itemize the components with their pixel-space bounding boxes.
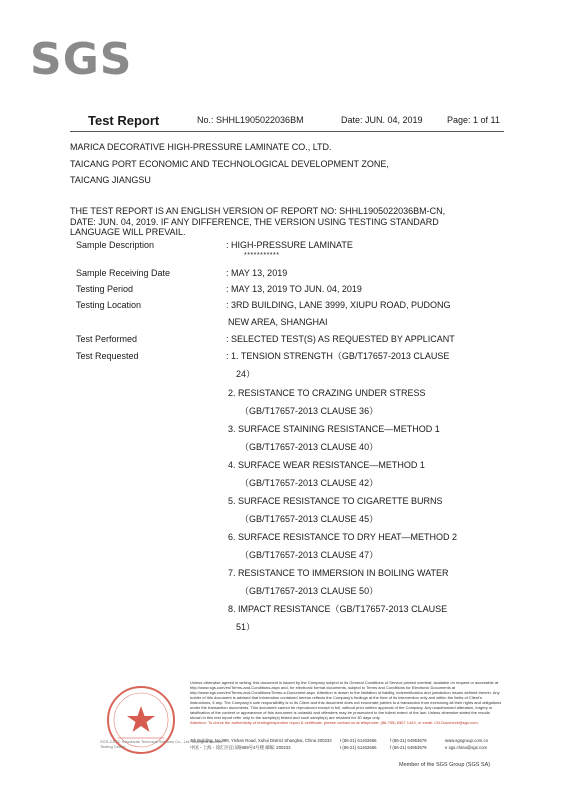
sgs-logo: SGS xyxy=(30,34,133,85)
field-label: Sample Receiving Date xyxy=(76,268,171,278)
field-value: : SELECTED TEST(S) AS REQUESTED BY APPLICANT xyxy=(226,334,455,344)
applicant-address-line2: TAICANG JIANGSU xyxy=(70,175,151,185)
seal-icon xyxy=(96,678,186,768)
test-item-clause: 51） xyxy=(236,622,256,632)
test-item-title: 3. SURFACE STAINING RESISTANCE—METHOD 1 xyxy=(228,424,440,434)
field-value: : HIGH-PRESSURE LAMINATE xyxy=(226,240,353,250)
field-value: : MAY 13, 2019 xyxy=(226,268,288,278)
field-label: Test Performed xyxy=(76,334,138,344)
address-cn: 中国・上海・徐汇区宜山路889号4号楼 邮编: 200233 xyxy=(190,745,291,750)
web-en: www.sgsgroup.com.cn xyxy=(445,738,488,743)
test-item-clause: （GB/T17657-2013 CLAUSE 47） xyxy=(240,550,379,560)
test-item-title: 7. RESISTANCE TO IMMERSION IN BOILING WATER xyxy=(228,568,449,578)
separator-stars: *********** xyxy=(244,252,280,259)
test-item-clause: （GB/T17657-2013 CLAUSE 36） xyxy=(240,406,379,416)
test-item-title: 5. SURFACE RESISTANCE TO CIGARETTE BURNS xyxy=(228,496,443,506)
report-date: Date: JUN. 04, 2019 xyxy=(341,115,423,125)
test-requested-clause: 24） xyxy=(236,369,256,379)
test-item-title: 4. SURFACE WEAR RESISTANCE—METHOD 1 xyxy=(228,460,425,470)
applicant-name: MARICA DECORATIVE HIGH-PRESSURE LAMINATE CO., LTD. xyxy=(70,142,332,152)
test-item-clause: （GB/T17657-2013 CLAUSE 40） xyxy=(240,442,379,452)
field-value: : 1. TENSION STRENGTH（GB/T17657-2013 CLAUSE xyxy=(226,351,450,361)
test-item-clause: （GB/T17657-2013 CLAUSE 42） xyxy=(240,478,379,488)
field-label: Testing Location xyxy=(76,300,142,310)
fax-cn: f (86-21) 64953679 xyxy=(390,745,427,750)
seal-caption-line2: Testing Center xyxy=(100,744,126,749)
report-number: No.: SHHL1905022036BM xyxy=(197,115,304,125)
terms-text: Unless otherwise agreed in writing, this document is issued by the Company subject to its General Conditions of Service printed overleaf, available on request or accessible at http://www.sgs.com/en/Terms-and-Conditions.aspx and, for electronic format documents, subject to Terms and Conditions for Electronic Documents at http://www.sgs.com/en/Terms-and-Conditions/Terms-e-Document.aspx. Attention is drawn to the limitation of liability, indemnification and jurisdiction issues defined therein. Any holder of this document is advised that information contained hereon reflects the Company's findings at the time of its intervention only and within the limits of Client's instructions, if any. The Company's sole responsibility is to its Client and this document does not exonerate parties to a transaction from exercising all their rights and obligations under the transaction documents. This document cannot be reproduced except in full, without prior written approval of the Company. Any unauthorized alteration, forgery or falsification of the content or appearance of this document is unlawful and offenders may be prosecuted to the fullest extent of the law. Unless otherwise stated the results shown in this test report refer only to the sample(s) tested and such sample(s) are retained for 30 days only. xyxy=(190,680,502,720)
footer-address-block xyxy=(190,738,502,758)
tel-en: t (86-21) 61402666 xyxy=(340,738,377,743)
field-value: : 3RD BUILDING, LANE 3999, XIUPU ROAD, PUDONG xyxy=(226,300,451,310)
address-en: 4th Building, No.889, Yishan Road, Xuhui District Shanghai, China 200233 xyxy=(190,738,332,743)
test-item-clause: （GB/T17657-2013 CLAUSE 50） xyxy=(240,586,379,596)
footer-terms xyxy=(190,680,502,725)
version-notice xyxy=(70,206,500,238)
field-value: : MAY 13, 2019 TO JUN. 04, 2019 xyxy=(226,284,362,294)
field-label: Test Requested xyxy=(76,351,139,361)
field-label: Sample Description xyxy=(76,240,155,250)
test-item-title: 2. RESISTANCE TO CRAZING UNDER STRESS xyxy=(228,388,426,398)
notice-line3: LANGUAGE WILL PREVAIL. xyxy=(70,227,186,237)
header-divider xyxy=(70,131,504,132)
official-seal-stamp xyxy=(96,678,186,768)
page-indicator: Page: 1 of 11 xyxy=(447,115,500,125)
notice-line1: THE TEST REPORT IS AN ENGLISH VERSION OF REPORT NO: SHHL1905022036BM-CN, xyxy=(70,206,446,216)
testing-location-cont: NEW AREA, SHANGHAI xyxy=(228,317,328,327)
applicant-address-line1: TAICANG PORT ECONOMIC AND TECHNOLOGICAL DEVELOPMENT ZONE, xyxy=(70,159,389,169)
notice-line2: DATE: JUN. 04, 2019. IF ANY DIFFERENCE, THE VERSION USING TESTING STANDARD xyxy=(70,216,439,227)
seal-caption-line1: SGS-CSTC Standards Technical Services Co., Ltd. Shanghai Branch xyxy=(100,739,223,744)
field-label: Testing Period xyxy=(76,284,134,294)
test-item-title: 8. IMPACT RESISTANCE（GB/T17657-2013 CLAUSE xyxy=(228,604,448,614)
authenticity-notice: Attention: To check the authenticity of testing/inspection report & certificate, please contact us at telephone: (86-755) 8307 1443, or email: CN.Doccheck@sgs.com xyxy=(190,720,478,725)
fax-en: f (86-21) 64953679 xyxy=(390,738,427,743)
member-notice: Member of the SGS Group (SGS SA) xyxy=(399,762,491,768)
email-cn: e sgs.china@sgs.com xyxy=(445,745,488,750)
test-item-title: 6. SURFACE RESISTANCE TO DRY HEAT—METHOD 2 xyxy=(228,532,458,542)
test-item-clause: （GB/T17657-2013 CLAUSE 45） xyxy=(240,514,379,524)
tel-cn: t (86-21) 61402666 xyxy=(340,745,377,750)
report-title: Test Report xyxy=(88,113,160,128)
